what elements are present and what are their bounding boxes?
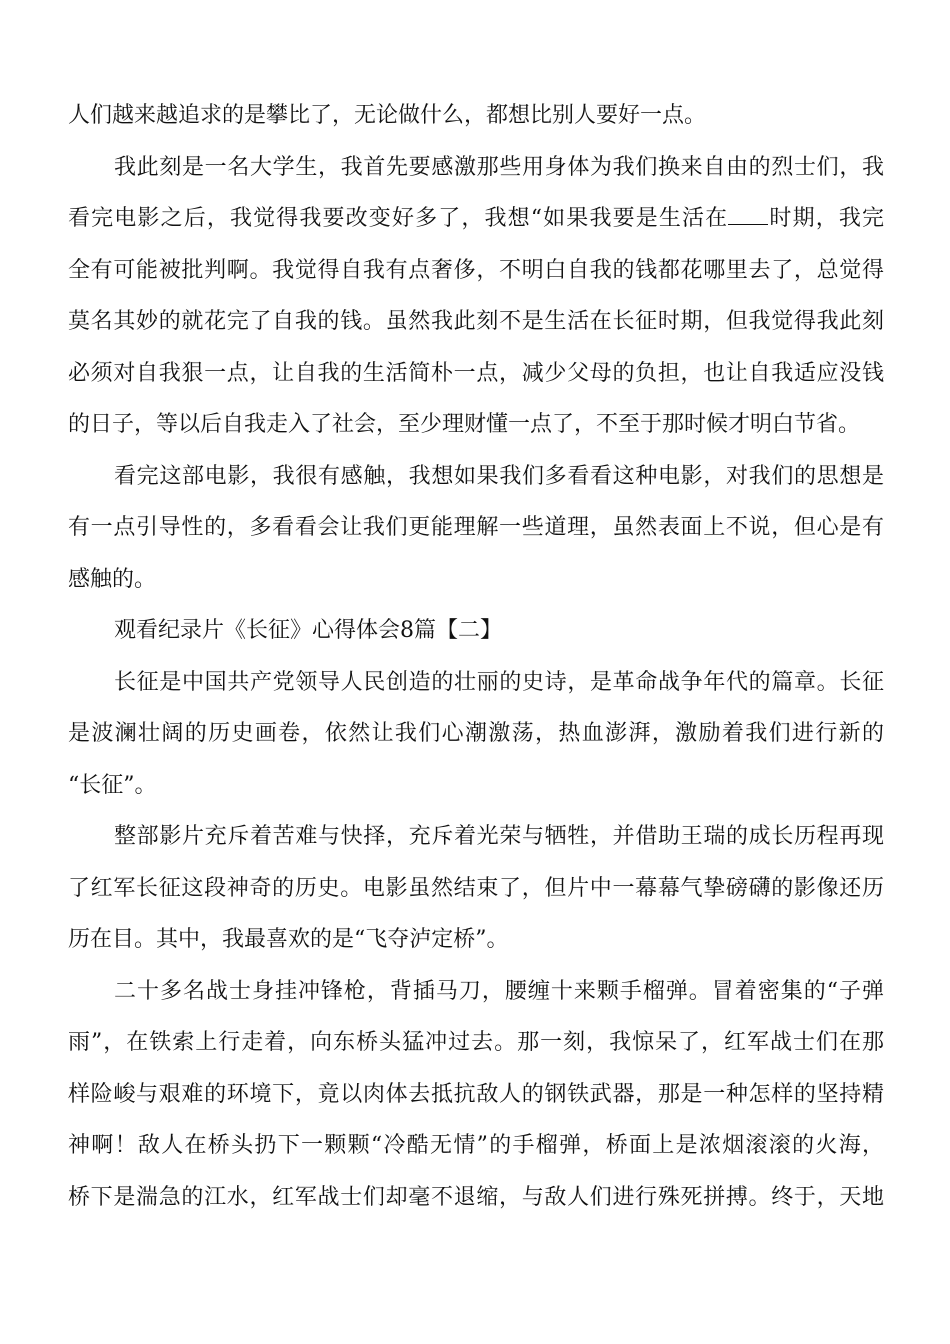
paragraph-line: 我此刻是一名大学生，我首先要感激那些用身体为我们换来自由的烈士们，我: [114, 154, 884, 180]
document-body: [68, 90, 884, 1223]
paragraph-line: 整部影片充斥着苦难与快择，充斥着光荣与牺牲，并借助王瑞的成长历程再现: [114, 824, 884, 849]
paragraph-line: 看完这部电影，我很有感触，我想如果我们多看看这种电影，对我们的思想是: [114, 463, 884, 489]
fill-in-blank: [728, 206, 768, 225]
paragraph-line: 历在目。其中，我最喜欢的是“飞夺泸定桥”。: [68, 927, 509, 952]
paragraph-line: 是波澜壮阔的历史画卷，依然让我们心潮激荡，热血澎湃，激励着我们进行新的: [68, 721, 884, 746]
paragraph-line: [68, 193, 884, 245]
paragraph-line: 长征是中国共产党领导人民创造的壮丽的史诗，是革命战争年代的篇章。长征: [114, 669, 884, 695]
paragraph-line: 了红军长征这段神奇的历史。电影虽然结束了，但片中一幕幕气挚磅礴的影像还历: [68, 875, 884, 901]
line-text-before-blank: 看完电影之后，我觉得我要改变好多了，我想“如果我要是生活在: [68, 206, 729, 231]
paragraph-line: “长征”。: [68, 772, 157, 798]
paragraph-line: 必须对自我狠一点，让自我的生活简朴一点，减少父母的负担，也让自我适应没钱: [68, 360, 884, 386]
section-heading: 观看纪录片《长征》心得体会8篇【二】: [114, 618, 502, 643]
paragraph-line: 莫名其妙的就花完了自我的钱。虽然我此刻不是生活在长征时期，但我觉得我此刻: [68, 309, 884, 334]
paragraph-line: 全有可能被批判啊。我觉得自我有点奢侈，不明白自我的钱都花哪里去了，总觉得: [68, 257, 884, 283]
paragraph-line: 神啊！敌人在桥头扔下一颗颗“冷酷无情”的手榴弹，桥面上是浓烟滚滚的火海，: [68, 1133, 884, 1158]
line-text-after-blank: 时期，我完: [768, 206, 884, 231]
paragraph-line: 感触的。: [68, 566, 157, 592]
paragraph-line: 有一点引导性的，多看看会让我们更能理解一些道理，虽然表面上不说，但心是有: [68, 515, 884, 540]
paragraph-line: 桥下是湍急的江水，红军战士们却毫不退缩，与敌人们进行殊死拼搏。终于，天地: [68, 1184, 884, 1210]
paragraph-line: 二十多名战士身挂冲锋枪，背插马刀，腰缠十来颗手榴弹。冒着密集的“子弹: [114, 978, 884, 1004]
paragraph-line: 人们越来越追求的是攀比了，无论做什么，都想比别人要好一点。: [68, 103, 707, 128]
paragraph-line: 的日子，等以后自我走入了社会，至少理财懂一点了，不至于那时候才明白节省。: [68, 412, 861, 437]
paragraph-line: 样险峻与艰难的环境下，竟以肉体去抵抗敌人的钢铁武器，那是一种怎样的坚持精: [68, 1081, 884, 1107]
paragraph-line: 雨”，在铁索上行走着，向东桥头猛冲过去。那一刻，我惊呆了，红军战士们在那: [68, 1030, 884, 1055]
